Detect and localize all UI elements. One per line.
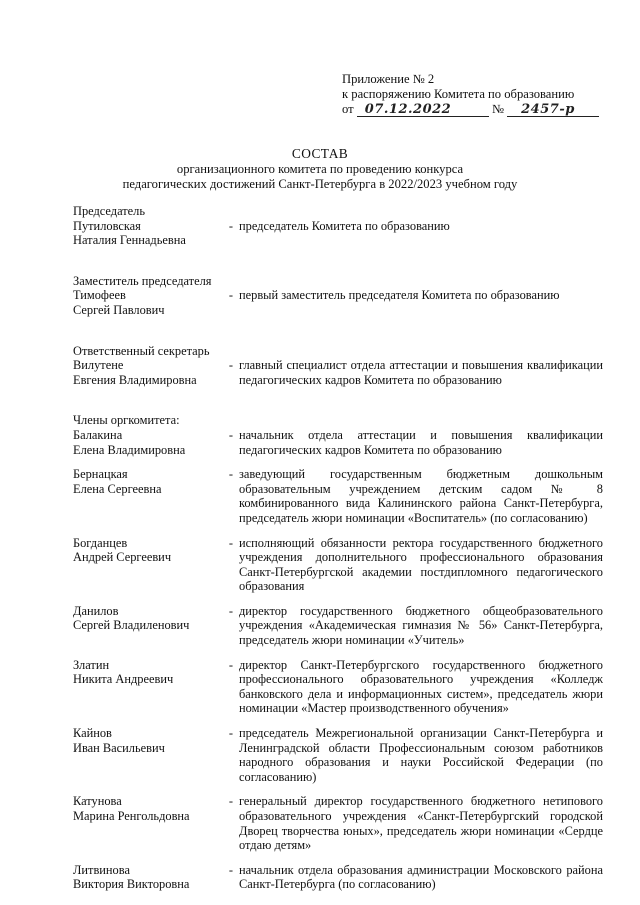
dash-separator: - — [228, 657, 234, 672]
member-position: директор Санкт-Петербургского государственного бюджетного профессионального образовательного учреждения «Колледж банковского дела и информационных систем», председатель жюри номинации «Мастер производственного обучения» — [239, 657, 603, 716]
document-title: СОСТАВ — [291, 146, 349, 161]
member-position: начальник отдела аттестации и повышения квалификации педагогических кадров Комитета по образованию — [239, 427, 603, 457]
member-position: исполняющий обязанности ректора государственного бюджетного учреждения дополнительного профессионального образования Санкт-Петербургской академии постдипломного педагогического образования — [239, 535, 603, 594]
member-row — [73, 358, 603, 387]
date-label: от — [342, 102, 354, 116]
member-name: Путиловская Наталия Геннадьевна — [73, 218, 186, 248]
dash-separator: - — [228, 467, 234, 482]
document-title-block — [0, 146, 640, 192]
handwritten-date: 07.12.2022 — [364, 102, 452, 117]
member-row — [73, 288, 603, 317]
member-row — [73, 658, 603, 716]
dash-separator: - — [228, 288, 234, 303]
title-subline-2: педагогических достижений Санкт-Петербурга в 2022/2023 учебном году — [122, 177, 518, 191]
vice-chair-section — [73, 274, 603, 318]
appendix-title: Приложение № 2 — [342, 72, 435, 86]
member-position: председатель Межрегиональной организации Санкт-Петербурга и Ленинградской области Профессиональным союзом работников народного образования и науки Российской Федерации (по согласованию) — [239, 726, 603, 784]
dash-separator: - — [228, 218, 234, 233]
member-position: заведующий государственным бюджетным дошкольным образовательным учреждением детским садом № 8 комбинированного вида Калининского района Санкт-Петербурга, председатель жюри номинации «Воспитатель» (по согласованию) — [239, 467, 603, 525]
member-name: Бернацкая Елена Сергеевна — [73, 467, 162, 496]
dash-separator: - — [228, 726, 234, 741]
member-position: начальник отдела образования администрации Московского района Санкт-Петербурга (по согласованию) — [239, 862, 603, 892]
dash-separator: - — [228, 535, 234, 550]
number-signature-field — [507, 102, 599, 117]
dash-separator: - — [228, 794, 234, 809]
role-heading: Председатель — [73, 204, 146, 218]
members-section — [73, 413, 603, 892]
member-row — [73, 604, 603, 648]
member-position: генеральный директор государственного бюджетного нетипового образовательного учреждения «Санкт-Петербургский городской Дворец творчества юных», председатель жюри номинации «Сердце отдаю детям» — [239, 794, 603, 853]
number-label: № — [491, 102, 504, 116]
dash-separator: - — [228, 427, 234, 442]
chair-section — [73, 204, 603, 248]
member-position: директор государственного бюджетного общеобразовательного учреждения «Академическая гимназия № 56» Санкт-Петербурга, председатель жюри номинации «Учитель» — [239, 603, 603, 648]
dash-separator: - — [228, 862, 234, 877]
role-heading: Заместитель председателя — [73, 273, 212, 288]
dash-separator: - — [228, 603, 234, 618]
date-signature-field — [357, 102, 489, 117]
member-row — [73, 863, 603, 892]
member-name: Вилутене Евгения Владимировна — [73, 358, 197, 387]
handwritten-number: 2457-р — [521, 102, 575, 117]
dash-separator: - — [228, 358, 234, 373]
member-row — [73, 467, 603, 525]
member-row — [73, 219, 603, 248]
member-position: председатель Комитета по образованию — [239, 218, 450, 233]
secretary-section — [73, 344, 603, 388]
member-name: Богданцев Андрей Сергеевич — [73, 535, 172, 565]
member-row — [73, 428, 603, 457]
member-position: главный специалист отдела аттестации и повышения квалификации педагогических кадров Комитета по образованию — [239, 358, 603, 387]
member-row — [73, 794, 603, 852]
member-position: первый заместитель председателя Комитета по образованию — [239, 288, 560, 303]
member-name: Златин Никита Андреевич — [73, 657, 174, 687]
member-row — [73, 536, 603, 594]
member-name: Литвинова Виктория Викторовна — [73, 862, 190, 892]
member-name: Данилов Сергей Владиленович — [73, 603, 190, 633]
committee-list — [73, 204, 603, 902]
member-name: Катунова Марина Ренгольдовна — [73, 794, 190, 823]
member-name: Тимофеев Сергей Павлович — [73, 288, 165, 317]
member-row — [73, 726, 603, 784]
role-heading: Члены оргкомитета: — [73, 413, 180, 428]
member-name: Балакина Елена Владимировна — [73, 427, 186, 457]
role-heading: Ответственный секретарь — [73, 343, 210, 358]
title-subline-1: организационного комитета по проведению конкурса — [176, 162, 464, 176]
appendix-block — [342, 72, 622, 117]
member-name: Кайнов Иван Васильевич — [73, 726, 165, 755]
appendix-date-number — [342, 102, 622, 117]
appendix-reference: к распоряжению Комитета по образованию — [342, 87, 575, 101]
